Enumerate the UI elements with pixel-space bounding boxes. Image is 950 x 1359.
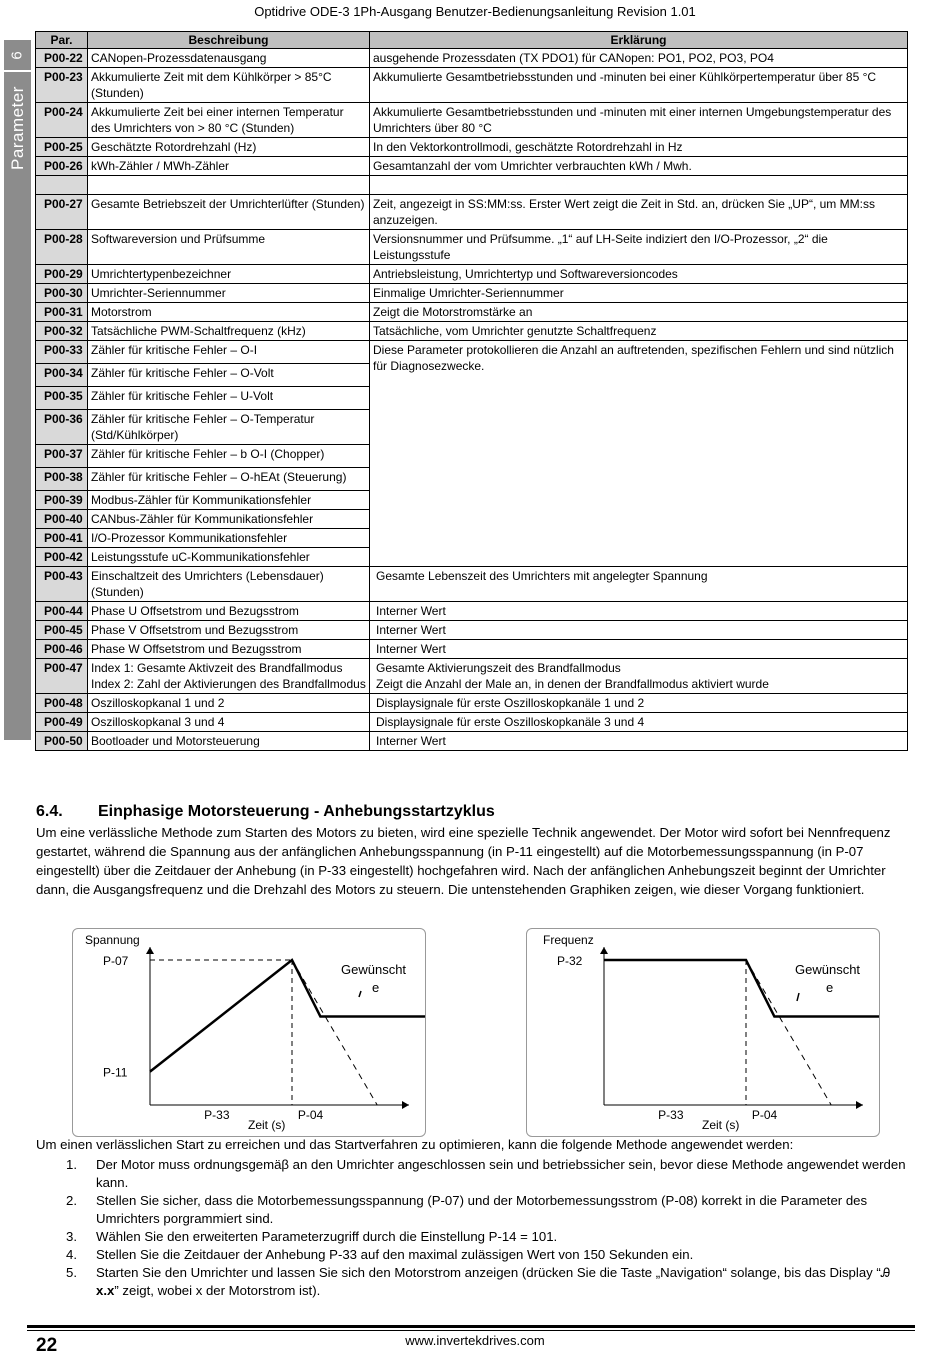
annotation-arrow xyxy=(359,991,361,997)
section-title: 6.4. Einphasige Motorsteuerung - Anhebungsstartzyklus xyxy=(36,803,495,820)
param-explanation: Zeit, angezeigt in SS:MM:ss. Erster Wert zeigt die Zeit in Std. an, drücken Sie „UP“, um MM:ss anzuzeigen. xyxy=(370,195,908,230)
footer-rule xyxy=(27,1325,915,1328)
param-explanation: Gesamte Aktivierungszeit des Brandfallmodus Zeigt die Anzahl der Male an, in denen der Brandfallmodus aktiviert wurde xyxy=(370,659,908,694)
param-code: P00-27 xyxy=(36,195,88,230)
param-description: Akkumulierte Zeit mit dem Kühlkörper > 85°C (Stunden) xyxy=(88,68,370,103)
header-desc: Beschreibung xyxy=(88,32,370,49)
param-description: I/O-Prozessor Kommunikationsfehler xyxy=(88,529,370,548)
param-code: P00-22 xyxy=(36,49,88,68)
table-row xyxy=(36,157,908,176)
table-spacer-row xyxy=(36,176,908,195)
series-line-dashed xyxy=(292,960,380,1105)
param-description: Umrichtertypenbezeichner xyxy=(88,265,370,284)
param-explanation: Zeigt die Motorstromstärke an xyxy=(370,303,908,322)
param-code: P00-23 xyxy=(36,68,88,103)
table-row xyxy=(36,694,908,713)
param-explanation: Einmalige Umrichter-Seriennummer xyxy=(370,284,908,303)
steps-list xyxy=(36,1156,916,1300)
param-code: P00-30 xyxy=(36,284,88,303)
param-description: Leistungsstufe uC-Kommunikationsfehler xyxy=(88,548,370,567)
header-expl: Erklärung xyxy=(370,32,908,49)
param-code: P00-47 xyxy=(36,659,88,694)
section-paragraph: Um eine verlässliche Methode zum Starten des Motors zu bieten, wird eine spezielle Technik angewendet. Der Motor wird sofort bei Nennfrequenz gestartet, während die Spannung aus der anfänglichen Anhebungsspannung (in P-11 eingestellt) auf die Motorbemessungsspannung (in P-07 eingestellt) über die Zeitdauer der Anhebung (in P-33 eingestellt) hochgefahren wird. Nach der anfänglichen Anhebungszeit beginnt der Umrichter dann, die Ausgangsfrequenz und die Drehzahl des Motors zu steuern. Die untenstehenden Graphiken zeigen, wie dieser Vorgang funktioniert. xyxy=(36,825,891,897)
param-explanation: Gesamte Lebenszeit des Umrichters mit angelegter Spannung xyxy=(370,567,908,602)
y-axis-label: Frequenz xyxy=(543,933,594,947)
y-axis-arrow xyxy=(146,947,154,954)
table-row xyxy=(36,195,908,230)
param-explanation: Versionsnummer und Prüfsumme. „1“ auf LH-Seite indiziert den I/O-Prozessor, „2“ die Leistungsstufe xyxy=(370,230,908,265)
table-row xyxy=(36,621,908,640)
footer-website: www.invertekdrives.com xyxy=(405,1333,545,1348)
param-explanation: Antriebsleistung, Umrichtertyp und Softwareversioncodes xyxy=(370,265,908,284)
table-row xyxy=(36,303,908,322)
table-row xyxy=(36,567,908,602)
param-code: P00-50 xyxy=(36,732,88,751)
param-code: P00-38 xyxy=(36,468,88,491)
series-line-dashed xyxy=(746,960,834,1105)
param-description: kWh-Zähler / MWh-Zähler xyxy=(88,157,370,176)
table-row xyxy=(36,322,908,341)
param-description: Zähler für kritische Fehler – O-Temperatur (Std/Kühlkörper) xyxy=(88,410,370,445)
param-description: Phase U Offsetstrom und Bezugsstrom xyxy=(88,602,370,621)
param-explanation: Interner Wert xyxy=(370,732,908,751)
table-row xyxy=(36,138,908,157)
param-code: P00-33 xyxy=(36,341,88,364)
param-description: Akkumulierte Zeit bei einer internen Temperatur des Umrichters von > 80 °C (Stunden) xyxy=(88,103,370,138)
param-explanation: Displaysignale für erste Oszilloskopkanäle 1 und 2 xyxy=(370,694,908,713)
param-description: Einschaltzeit des Umrichters (Lebensdauer) (Stunden) xyxy=(88,567,370,602)
parameter-table xyxy=(35,31,908,751)
param-code: P00-48 xyxy=(36,694,88,713)
frequency-chart xyxy=(526,928,880,1137)
side-tab-number: 6 xyxy=(4,40,31,72)
param-code: P00-24 xyxy=(36,103,88,138)
list-item: 5. Starten Sie den Umrichter und lassen Sie sich den Motorstrom anzeigen (drücken Sie die Taste „Navigation“ solange, bis das Display “Ꭿ x.x” zeigt, wobei x der Motorstrom ist). xyxy=(66,1265,891,1298)
table-row xyxy=(36,284,908,303)
list-item: 4. Stellen Sie die Zeitdauer der Anhebung P-33 auf den maximal zulässigen Wert von 150 Sekunden ein. xyxy=(66,1247,694,1262)
table-row xyxy=(36,602,908,621)
y-tick-label: P-11 xyxy=(103,1065,128,1080)
voltage-chart xyxy=(72,928,426,1137)
param-description: Umrichter-Seriennummer xyxy=(88,284,370,303)
param-code: P00-42 xyxy=(36,548,88,567)
param-code: P00-28 xyxy=(36,230,88,265)
header-title: Optidrive ODE-3 1Ph-Ausgang Benutzer-Bedienungsanleitung Revision 1.01 xyxy=(254,4,696,19)
param-code: P00-49 xyxy=(36,713,88,732)
footer-rule-thin xyxy=(27,1330,915,1331)
x-tick-label: P-33 xyxy=(658,1108,684,1122)
param-explanation: Tatsächliche, vom Umrichter genutzte Schaltfrequenz xyxy=(370,322,908,341)
param-description: Bootloader und Motorsteuerung xyxy=(88,732,370,751)
param-description: Zähler für kritische Fehler – O-hEAt (Steuerung) xyxy=(88,468,370,491)
list-item: 3. Wählen Sie den erweiterten Parameterzugriff durch die Einstellung P-14 = 101. xyxy=(66,1229,558,1244)
param-description: Motorstrom xyxy=(88,303,370,322)
param-code: P00-31 xyxy=(36,303,88,322)
param-description: Modbus-Zähler für Kommunikationsfehler xyxy=(88,491,370,510)
x-axis-arrow xyxy=(402,1101,409,1109)
param-code: P00-29 xyxy=(36,265,88,284)
table-row xyxy=(36,713,908,732)
table-row xyxy=(36,265,908,284)
annotation-arrow xyxy=(797,993,799,1001)
param-description: CANbus-Zähler für Kommunikationsfehler xyxy=(88,510,370,529)
param-explanation: ausgehende Prozessdaten (TX PDO1) für CANopen: PO1, PO2, PO3, PO4 xyxy=(370,49,908,68)
list-item: 1. Der Motor muss ordnungsgemäβ an den Umrichter angeschlossen sein und betriebssicher sein, bevor diese Methode angewendet werden kann. xyxy=(66,1157,906,1190)
param-code: P00-35 xyxy=(36,387,88,410)
table-row xyxy=(36,341,908,364)
header-par: Par. xyxy=(36,32,88,49)
param-description: Oszilloskopkanal 3 und 4 xyxy=(88,713,370,732)
x-tick-label: P-33 xyxy=(204,1108,230,1122)
param-code: P00-41 xyxy=(36,529,88,548)
param-explanation: Interner Wert xyxy=(370,621,908,640)
param-code: P00-46 xyxy=(36,640,88,659)
param-explanation: Diese Parameter protokollieren die Anzahl an auftretenden, spezifischen Fehlern und sind nützlich für Diagnosezwecke. xyxy=(370,341,908,567)
table-row xyxy=(36,659,908,694)
param-description: Zähler für kritische Fehler – O-Volt xyxy=(88,364,370,387)
param-explanation: Akkumulierte Gesamtbetriebsstunden und -minuten bei einer Kühlkörpertemperatur über 85 °C xyxy=(370,68,908,103)
param-explanation: Interner Wert xyxy=(370,640,908,659)
param-code: P00-26 xyxy=(36,157,88,176)
param-description: CANopen-Prozessdatenausgang xyxy=(88,49,370,68)
param-explanation: Akkumulierte Gesamtbetriebsstunden und -minuten mit einer internen Umgebungstemperatur des Umrichters über 80 °C xyxy=(370,103,908,138)
annotation-text: Gewünscht xyxy=(341,962,407,977)
table-row xyxy=(36,49,908,68)
y-tick-label: P-32 xyxy=(557,954,583,968)
param-description: Zähler für kritische Fehler – U-Volt xyxy=(88,387,370,410)
param-description: Zähler für kritische Fehler – O-I xyxy=(88,341,370,364)
annotation-text-2: e xyxy=(372,980,380,995)
param-code: P00-39 xyxy=(36,491,88,510)
x-axis-label: Zeit (s) xyxy=(248,1118,286,1132)
param-description: Softwareversion und Prüfsumme xyxy=(88,230,370,265)
steps-intro: Um einen verlässlichen Start zu erreichen und das Startverfahren zu optimieren, kann die folgende Methode angewendet werden: xyxy=(36,1137,794,1152)
param-description: Tatsächliche PWM-Schaltfrequenz (kHz) xyxy=(88,322,370,341)
y-axis-label: Spannung xyxy=(85,933,140,947)
y-tick-label: P-07 xyxy=(103,954,129,968)
table-row xyxy=(36,230,908,265)
param-code: P00-44 xyxy=(36,602,88,621)
page-number: 22 xyxy=(36,1335,58,1356)
param-code: P00-37 xyxy=(36,445,88,468)
param-description: Index 1: Gesamte Aktivzeit des Brandfallmodus Index 2: Zahl der Aktivierungen des Brandfallmodus xyxy=(88,659,370,694)
table-row xyxy=(36,68,908,103)
table-row xyxy=(36,732,908,751)
x-tick-label: P-04 xyxy=(751,1108,778,1122)
x-axis-label: Zeit (s) xyxy=(702,1118,740,1132)
x-tick-label: P-04 xyxy=(297,1108,324,1122)
param-code: P00-45 xyxy=(36,621,88,640)
param-description: Gesamte Betriebszeit der Umrichterlüfter (Stunden) xyxy=(88,195,370,230)
param-code: P00-34 xyxy=(36,364,88,387)
param-code: P00-40 xyxy=(36,510,88,529)
y-axis-arrow xyxy=(600,947,608,954)
param-explanation: Gesamtanzahl der vom Umrichter verbrauchten kWh / Mwh. xyxy=(370,157,908,176)
annotation-text: Gewünscht xyxy=(795,962,861,977)
param-code: P00-32 xyxy=(36,322,88,341)
list-item: 2. Stellen Sie sicher, dass die Motorbemessungsspannung (P-07) und der Motorbemessungsstrom (P-08) korrekt in die Parameter des Umrichters porgrammiert sind. xyxy=(66,1193,868,1226)
param-code: P00-43 xyxy=(36,567,88,602)
param-description: Phase W Offsetstrom und Bezugsstrom xyxy=(88,640,370,659)
table-row xyxy=(36,640,908,659)
param-explanation: In den Vektorkontrollmodi, geschätzte Rotordrehzahl in Hz xyxy=(370,138,908,157)
table-row xyxy=(36,103,908,138)
param-description: Phase V Offsetstrom und Bezugsstrom xyxy=(88,621,370,640)
display-glyph: Ꭿ xyxy=(880,1265,891,1280)
param-description: Zähler für kritische Fehler – b O-I (Chopper) xyxy=(88,445,370,468)
param-code: P00-36 xyxy=(36,410,88,445)
param-description: Oszilloskopkanal 1 und 2 xyxy=(88,694,370,713)
annotation-text-2: e xyxy=(826,980,834,995)
param-explanation: Interner Wert xyxy=(370,602,908,621)
param-explanation: Displaysignale für erste Oszilloskopkanäle 3 und 4 xyxy=(370,713,908,732)
param-code: P00-25 xyxy=(36,138,88,157)
x-axis-arrow xyxy=(856,1101,863,1109)
param-description: Geschätzte Rotordrehzahl (Hz) xyxy=(88,138,370,157)
side-tab-label: Parameter xyxy=(7,86,27,170)
